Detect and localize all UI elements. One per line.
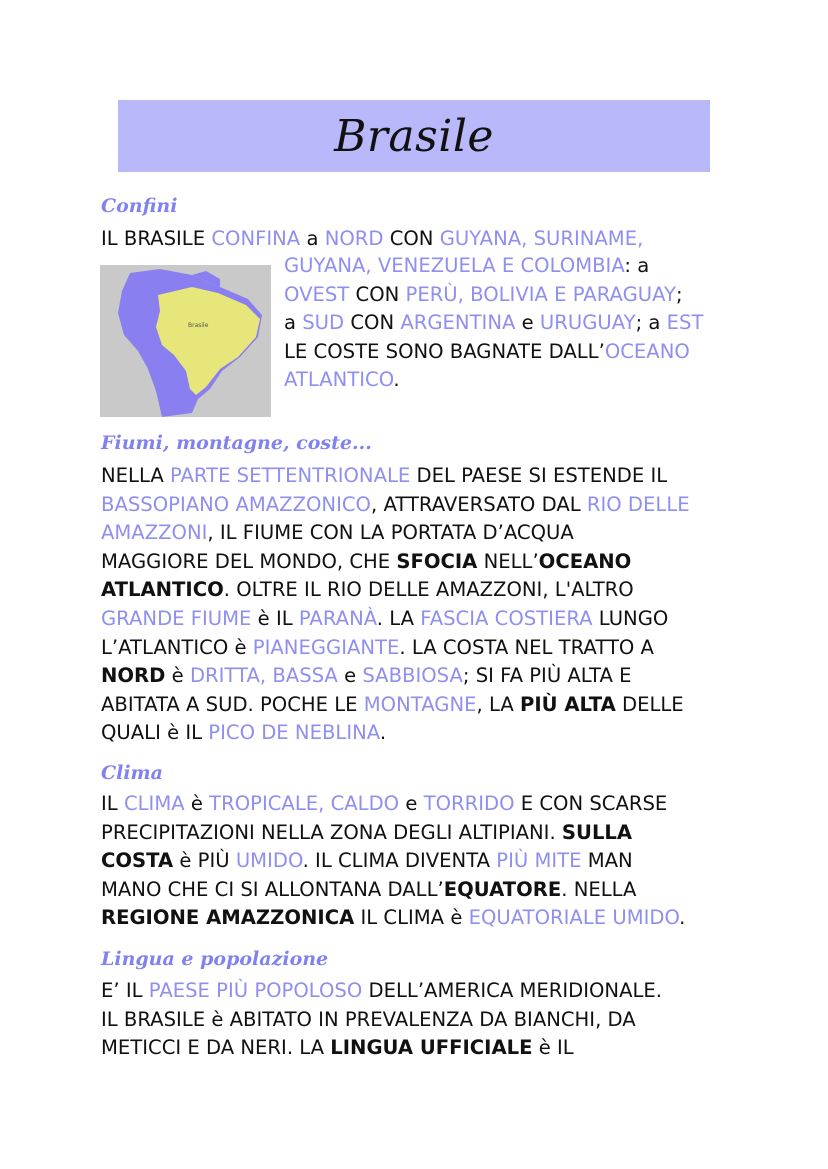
- highlight: PERÙ, BOLIVIA E PARAGUAY: [405, 282, 676, 306]
- text: .: [679, 906, 686, 930]
- text: IL CLIMA è: [354, 906, 469, 930]
- text: . LA COSTA NEL TRATTO A: [399, 635, 654, 659]
- highlight: BASSOPIANO AMAZZONICO: [101, 492, 371, 516]
- title-banner: [118, 100, 710, 172]
- highlight: CLIMA: [123, 792, 185, 815]
- text: E’ IL: [101, 979, 149, 1002]
- highlight: MONTAGNE: [363, 692, 477, 716]
- text: E CON SCARSE: [514, 792, 668, 815]
- highlight: NORD: [324, 227, 384, 250]
- text: ;: [675, 282, 683, 306]
- text: METICCI E DA NERI. LA: [101, 1036, 331, 1060]
- text: ; a: [635, 311, 667, 335]
- highlight: CONFINA: [211, 227, 301, 250]
- bold-text: EQUATORE: [443, 877, 562, 901]
- page-title: Brasile: [334, 110, 494, 162]
- text: a: [284, 311, 303, 335]
- bold-text: SULLA: [561, 820, 633, 844]
- text: è: [184, 792, 210, 815]
- highlight: SABBIOSA: [362, 664, 463, 688]
- text: LE COSTE SONO BAGNATE DALL’: [284, 339, 605, 363]
- highlight: PIANEGGIANTE: [252, 635, 400, 659]
- highlight: UMIDO: [235, 849, 303, 873]
- text: , IL FIUME CON LA PORTATA D’ACQUA: [207, 521, 574, 545]
- highlight: OVEST: [284, 282, 350, 306]
- text: IL BRASILE è ABITATO IN PREVALENZA DA BIANCHI, DA: [101, 1007, 636, 1031]
- highlight: ATLANTICO: [284, 368, 394, 392]
- text: ; SI FA PIÙ ALTA E: [462, 664, 632, 688]
- bold-text: ATLANTICO: [101, 578, 224, 602]
- text: è: [165, 664, 190, 688]
- heading-confini: Confini: [101, 195, 178, 217]
- highlight: EST: [666, 311, 704, 335]
- text: e: [515, 311, 540, 335]
- highlight: AMAZZONI: [101, 521, 208, 545]
- text: a: [300, 227, 325, 250]
- text: .: [379, 721, 387, 745]
- text: . NELLA: [561, 877, 637, 901]
- paragraph-confini-line1: [101, 225, 741, 254]
- highlight: PAESE PIÙ POPOLOSO: [148, 979, 363, 1002]
- highlight: FASCIA COSTIERA: [420, 606, 593, 630]
- text: . IL CLIMA DIVENTA: [302, 849, 497, 873]
- highlight: GUYANA, SURINAME,: [439, 227, 644, 250]
- highlight: URUGUAY: [539, 311, 636, 335]
- text: , LA: [476, 692, 520, 716]
- text: . OLTRE IL RIO DELLE AMAZZONI, L'ALTRO: [223, 578, 634, 602]
- heading-lingua: Lingua e popolazione: [101, 948, 329, 970]
- text: e: [337, 664, 363, 688]
- paragraph-fiumi: [101, 462, 741, 748]
- bold-text: COSTA: [101, 849, 174, 873]
- text: NELL’: [477, 549, 539, 573]
- text: e: [399, 792, 424, 815]
- text: PRECIPITAZIONI NELLA ZONA DEGLI ALTIPIANI.: [101, 820, 562, 844]
- text: è IL: [532, 1036, 574, 1060]
- text: . LA: [376, 606, 421, 630]
- text: QUALI è IL: [101, 721, 209, 745]
- text: DELLE: [615, 692, 684, 716]
- text: MANO CHE CI SI ALLONTANA DALL’: [101, 877, 444, 901]
- text: IL BRASILE: [101, 227, 212, 250]
- text: DELL’AMERICA MERIDIONALE.: [362, 979, 663, 1002]
- text: , ATTRAVERSATO DAL: [370, 492, 587, 516]
- text: ABITATA A SUD. POCHE LE: [101, 692, 364, 716]
- text: LUNGO: [592, 606, 669, 630]
- text: : a: [624, 254, 650, 277]
- highlight: PARANÀ: [298, 606, 377, 630]
- paragraph-lingua: [101, 977, 741, 1063]
- highlight: TROPICALE, CALDO: [209, 792, 400, 815]
- text: MAN: [581, 849, 633, 873]
- text: è IL: [251, 606, 299, 630]
- highlight: EQUATORIALE UMIDO: [468, 906, 680, 930]
- text: CON: [349, 282, 406, 306]
- highlight: PIÙ MITE: [496, 849, 582, 873]
- bold-text: LINGUA UFFICIALE: [330, 1036, 533, 1060]
- bold-text: SFOCIA: [396, 549, 478, 573]
- bold-text: NORD: [101, 664, 166, 688]
- text: MAGGIORE DEL MONDO, CHE: [101, 549, 397, 573]
- bold-text: OCEANO: [538, 549, 632, 573]
- brazil-map-svg: [100, 265, 271, 417]
- text: CON: [344, 311, 401, 335]
- text: IL: [101, 792, 124, 815]
- heading-fiumi: Fiumi, montagne, coste...: [101, 432, 372, 454]
- highlight: SUD: [302, 311, 345, 335]
- heading-clima: Clima: [101, 762, 163, 784]
- paragraph-clima: [101, 790, 741, 933]
- text: NELLA: [101, 464, 170, 487]
- highlight: DRITTA, BASSA: [189, 664, 338, 688]
- text: .: [393, 368, 400, 392]
- bold-text: REGIONE AMAZZONICA: [101, 906, 355, 930]
- highlight: RIO DELLE: [586, 492, 690, 516]
- highlight: PICO DE NEBLINA: [208, 721, 380, 745]
- bold-text: PIÙ ALTA: [519, 692, 616, 716]
- highlight: ARGENTINA: [400, 311, 516, 335]
- paragraph-confini-side: [284, 252, 734, 395]
- highlight: GUYANA, VENEZUELA E COLOMBIA: [284, 254, 625, 277]
- map-label: Brasile: [188, 322, 209, 329]
- text: CON: [383, 227, 440, 250]
- highlight: PARTE SETTENTRIONALE: [169, 464, 411, 487]
- text: DEL PAESE SI ESTENDE IL: [410, 464, 668, 487]
- highlight: OCEANO: [604, 339, 690, 363]
- text: è PIÙ: [173, 849, 236, 873]
- text: L’ATLANTICO è: [101, 635, 253, 659]
- highlight: GRANDE FIUME: [101, 606, 252, 630]
- brazil-map-image: [100, 265, 271, 417]
- highlight: TORRIDO: [423, 792, 515, 815]
